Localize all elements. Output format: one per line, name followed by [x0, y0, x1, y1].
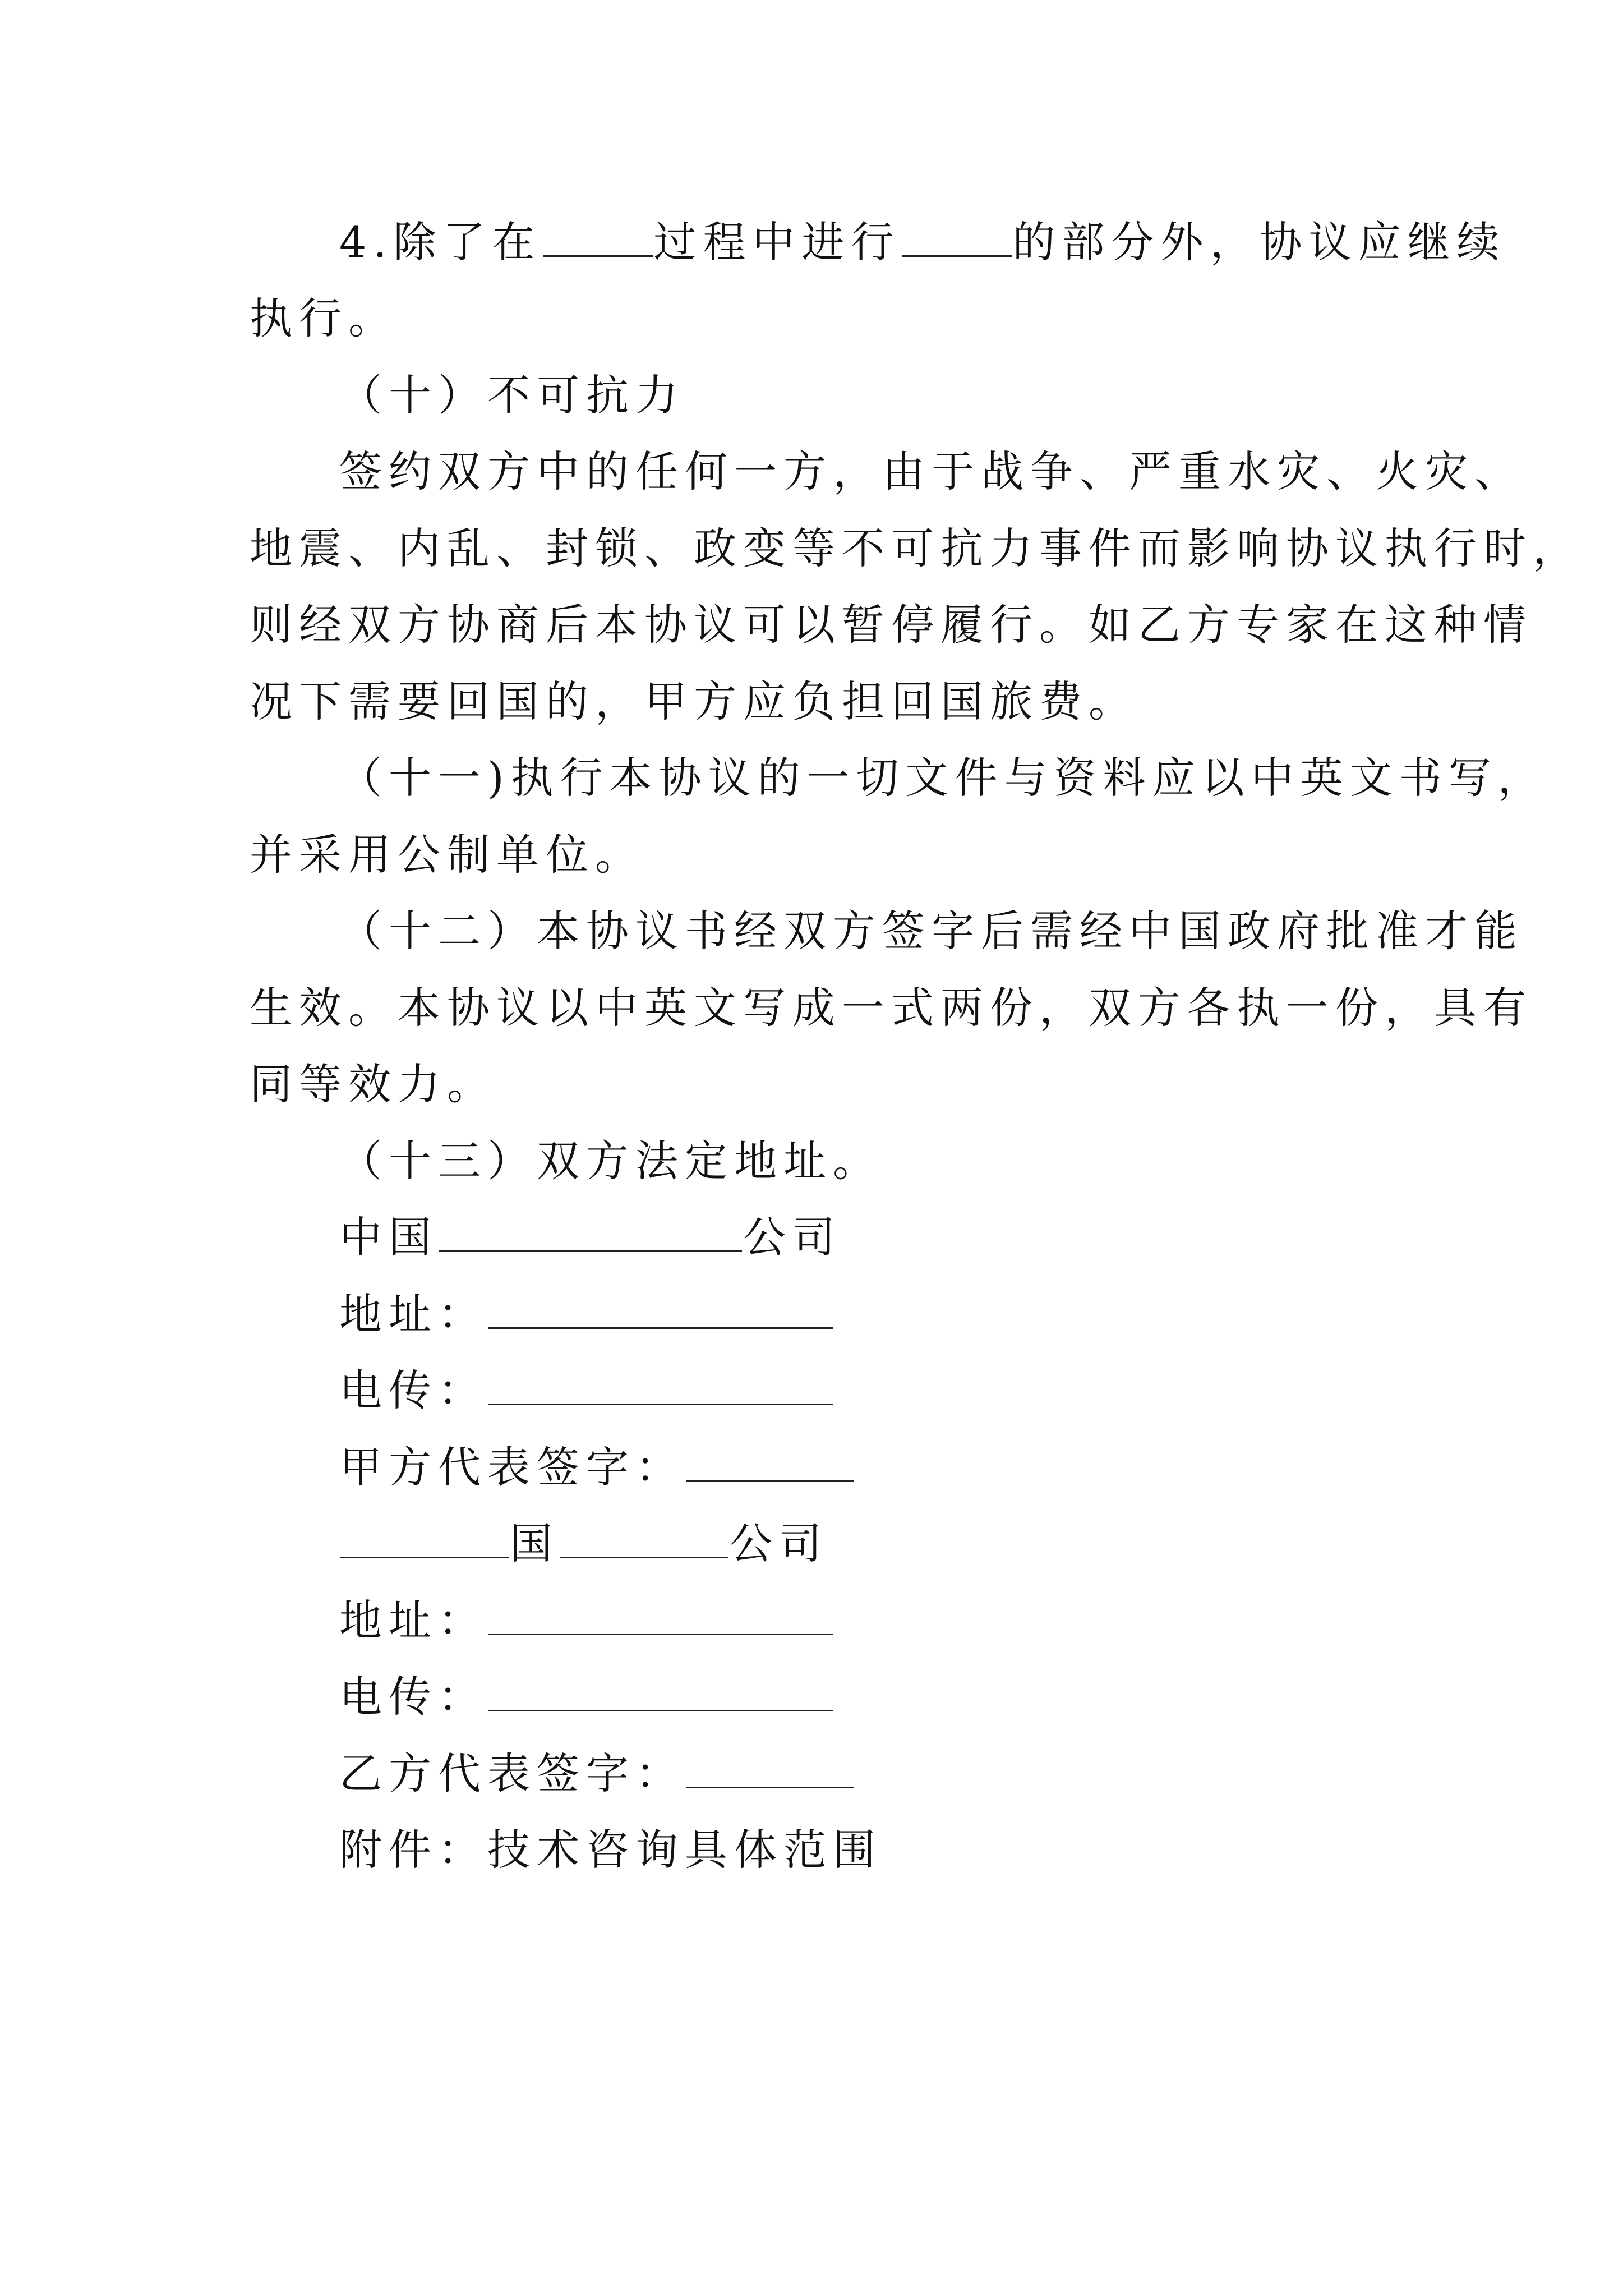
section-heading-force-majeure: （十）不可抗力	[339, 370, 685, 420]
blank-line	[340, 1522, 509, 1558]
text-run: 地址：	[339, 1595, 487, 1645]
party-b-company-line	[339, 1516, 828, 1572]
party-b-telex-line	[339, 1669, 834, 1725]
text-run: 乙方代表签字：	[339, 1749, 685, 1798]
blank-line	[488, 1599, 833, 1635]
text-run: 过程中进行	[653, 217, 901, 267]
blank-line	[686, 1446, 854, 1482]
blank-line	[543, 220, 653, 257]
clause-4-line-2: 执行。	[250, 293, 398, 343]
party-a-company-line	[339, 1209, 842, 1266]
party-b-signature-line	[339, 1746, 855, 1802]
party-b-address-line	[339, 1593, 834, 1649]
blank-line	[488, 1675, 833, 1711]
clause-12-line-1: （十二）本协议书经双方签字后需经中国政府批准才能	[339, 906, 1524, 956]
text-run: 国	[510, 1519, 559, 1568]
blank-line	[488, 1292, 833, 1329]
clause-11-line-1: （十一)执行本协议的一切文件与资料应以中英文书写，	[339, 753, 1547, 803]
force-majeure-line-4: 况下需要回国的，甲方应负担回国旅费。	[250, 677, 1138, 726]
text-run: 公司	[743, 1212, 842, 1262]
clause-13-heading: （十三）双方法定地址。	[339, 1136, 882, 1186]
party-a-signature-line	[339, 1439, 855, 1496]
text-run: 中国	[339, 1212, 438, 1262]
blank-line	[439, 1216, 742, 1252]
blank-line	[902, 220, 1012, 257]
clause-11-line-2: 并采用公制单位。	[250, 830, 644, 880]
attachment-line: 附件：技术咨询具体范围	[339, 1825, 882, 1875]
text-run: 公司	[730, 1519, 828, 1568]
text-run: 地址：	[339, 1289, 487, 1339]
clause-12-line-3: 同等效力。	[250, 1059, 496, 1109]
force-majeure-line-1: 签约双方中的任何一方，由于战争、严重水灾、火灾、	[339, 447, 1524, 496]
force-majeure-line-2: 地震、内乱、封锁、政变等不可抗力事件而影响协议执行时，	[250, 523, 1582, 573]
clause-12-line-2: 生效。本协议以中英文写成一式两份，双方各执一份，具有	[250, 983, 1533, 1033]
text-run: 4.除了在	[339, 217, 542, 267]
text-run: 的部分外，协议应继续	[1012, 217, 1506, 267]
party-a-address-line	[339, 1286, 834, 1342]
text-run: 电传：	[339, 1672, 487, 1722]
blank-line	[488, 1369, 833, 1405]
clause-4-line-1	[339, 214, 1506, 270]
party-a-telex-line	[339, 1363, 834, 1419]
blank-line	[686, 1752, 854, 1788]
text-run: 电传：	[339, 1365, 487, 1415]
force-majeure-line-3: 则经双方协商后本协议可以暂停履行。如乙方专家在这种情	[250, 600, 1533, 650]
blank-line	[560, 1522, 728, 1558]
text-run: 甲方代表签字：	[339, 1442, 685, 1492]
